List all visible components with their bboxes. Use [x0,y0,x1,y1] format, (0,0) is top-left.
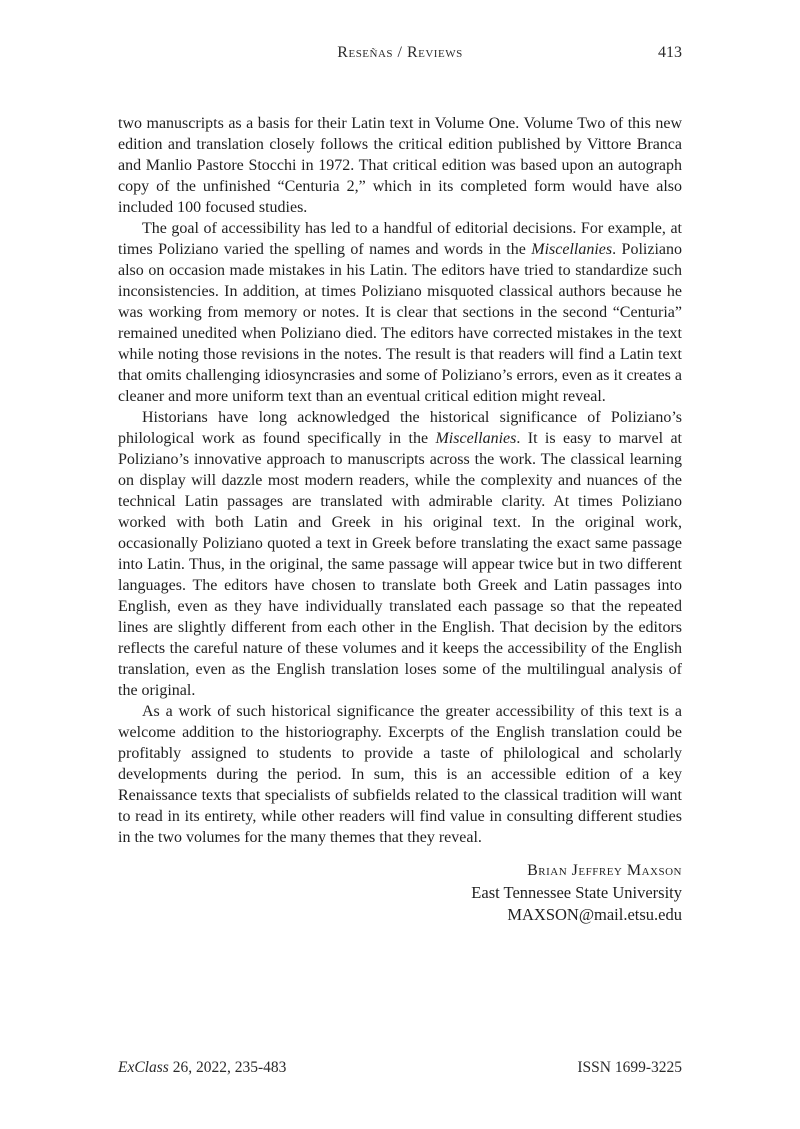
issue-info: 26, 2022, 235-483 [168,1059,287,1076]
text-run: As a work of such historical significance the greater accessibility of this text is a welcome addition to the historiography. Excerpts of the English translation could be profitably assigned to students to provide a taste of philological and scholarly developments during the period. In sum, this is an accessible edition of a key Renaissance texts that specialists of subfields related to the classical tradition will want to read in its entirety, while other readers will find value in consulting different studies in the two volumes for the many themes that they reveal. [118,703,682,846]
reviewer-name: Brian Jeffrey Maxson [527,862,682,879]
page-number: 413 [658,44,682,61]
page-footer [118,1059,682,1077]
italic-text-run: Miscellanies [531,241,613,258]
text-run: . Poliziano also on occasion made mistakes in his Latin. The editors have tried to standardize such inconsistencies. In addition, at times Poliziano misquoted classical authors because he was working from memory or notes. It is clear that sections in the second “Centuria” remained unedited when Poliziano died. The editors have corrected mistakes in the text while noting those revisions in the notes. The result is that readers will find a Latin text that omits challenging idiosyncrasies and some of Poliziano’s errors, even as it creates a cleaner and more uniform text than an eventual critical edition might reveal. [118,241,682,405]
running-title: Reseñas / Reviews [337,44,463,61]
journal-citation [118,1059,286,1077]
issn: ISSN 1699-3225 [577,1059,682,1076]
reviewer-email: MAXSON@mail.etsu.edu [507,905,682,924]
page-header [118,0,682,66]
text-run: . It is easy to marvel at Poliziano’s innovative approach to manuscripts across the work. The classical learning on display will dazzle most modern readers, while the complexity and nuances of the technical Latin passages are translated with admirable clarity. At times Poliziano worked with both Latin and Greek in his original text. In the original work, occasionally Poliziano quoted a text in Greek before translating the exact same passage into Latin. Thus, in the original, the same passage will appear twice but in two different languages. The editors have chosen to translate both Greek and Latin passages into English, even as they have individually translated each passage so that the repeated lines are slightly different from each other in the English. That decision by the editors reflects the careful nature of these volumes and it keeps the accessibility of the English translation, even as the English translation loses some of the multilingual analysis of the original. [118,430,682,699]
text-run: The goal of accessibility has led to a handful of editorial decisions. For example, at times Poliziano varied the spelling of names and words in the [118,220,682,258]
text-run: Historians have long acknowledged the historical significance of Poliziano’s philological work as found specifically in the [118,409,682,447]
paragraph [118,113,682,218]
text-run: two manuscripts as a basis for their Latin text in Volume One. Volume Two of this new edition and translation closely follows the critical edition published by Vittore Branca and Manlio Pastore Stocchi in 1972. That critical edition was based upon an autograph copy of the unfinished “Centuria 2,” which in its completed form would have also included 100 focused studies. [118,115,682,216]
paragraph [118,701,682,848]
paragraph [118,218,682,407]
italic-text-run: Miscellanies [435,430,517,447]
paragraph [118,407,682,701]
reviewer-affiliation: East Tennessee State University [471,883,682,902]
journal-name: ExClass [118,1059,169,1076]
signature-block [118,860,682,926]
review-body [118,113,682,848]
